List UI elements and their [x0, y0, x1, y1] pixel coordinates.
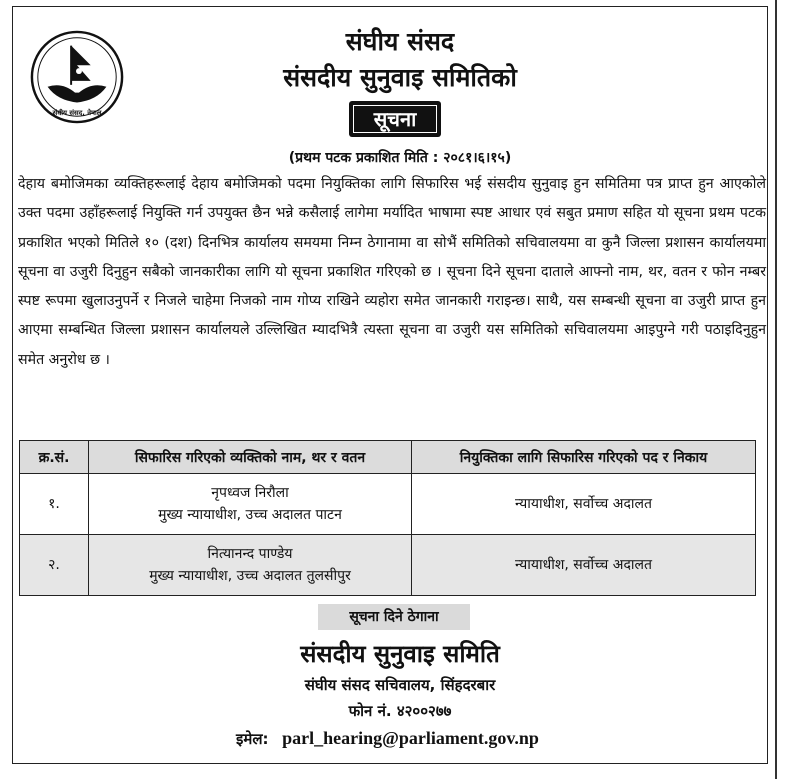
phone-number: फोन नं. ४२००२७७	[348, 702, 452, 720]
nominee-detail: मुख्य न्यायाधीश, उच्च अदालत तुलसीपुर	[149, 568, 351, 584]
nominee-detail: मुख्य न्यायाधीश, उच्च अदालत पाटन	[158, 507, 342, 523]
email-address[interactable]: parl_hearing@parliament.gov.np	[282, 728, 539, 748]
emblem-text: संघीय संसद, नेपाल	[52, 109, 102, 118]
nominee-name: नित्यानन्द पाण्डेय	[207, 546, 293, 562]
email-label: इमेल:	[236, 730, 269, 748]
header-name: सिफारिस गरिएको व्यक्तिको नाम, थर र वतन	[89, 441, 412, 474]
page-title: संघीय संसद	[345, 27, 455, 56]
header-serial: क्र.सं.	[20, 441, 89, 474]
table-row	[20, 535, 756, 596]
row-post: न्यायाधीश, सर्वोच्च अदालत	[412, 535, 756, 596]
header-post: नियुक्तिका लागि सिफारिस गरिएको पद र निकाय	[412, 441, 756, 474]
address-label: सूचना दिने ठेगाना	[318, 604, 470, 630]
table-header-row	[20, 441, 756, 474]
committee-name: संसदीय सुनुवाइ समिति	[300, 640, 500, 668]
table-row	[20, 474, 756, 535]
office-address: संघीय संसद सचिवालय, सिंहदरबार	[304, 676, 496, 694]
email-line	[236, 728, 539, 749]
row-serial: २.	[20, 535, 89, 596]
nominee-table	[19, 440, 756, 596]
notice-badge-label: सूचना	[353, 105, 437, 133]
row-nominee	[89, 535, 412, 596]
page-subtitle: संसदीय सुनुवाइ समितिको	[283, 63, 517, 92]
row-serial: १.	[20, 474, 89, 535]
publication-date: (प्रथम पटक प्रकाशित मिति : २०८१।६।१५)	[288, 150, 512, 166]
row-nominee	[89, 474, 412, 535]
row-post: न्यायाधीश, सर्वोच्च अदालत	[412, 474, 756, 535]
nominee-name: नृपध्वज निरौला	[211, 485, 289, 501]
notice-badge	[349, 101, 441, 137]
notice-body: देहाय बमोजिमका व्यक्तिहरूलाई देहाय बमोजिमको पदमा नियुक्तिका लागि सिफारिस भई संसदीय सुनुवाइ हुन समितिमा पत्र प्राप्त हुन आएकोले उक्त पदमा उहाँहरूलाई नियुक्ति गर्न उपयुक्त छैन भन्ने कसैलाई लागेमा मर्यादित भाषामा स्पष्ट आधार एवं सबुत प्रमाण सहित यो सूचना प्रथम पटक प्रकाशित भएको मितिले १० (दश) दिनभित्र कार्यालय समयमा निम्न ठेगानामा वा सोभैं समितिको सचिवालयमा वा कुनै जिल्ला प्रशासन कार्यालयमा सूचना वा उजुरी दिनुहुन सबैको जानकारीका लागि यो सूचना प्रकाशित गरिएको छ । सूचना दिने सूचना दाताले आफ्नो नाम, थर, वतन र फोन नम्बर स्पष्ट रूपमा खुलाउनुपर्ने र निजले चाहेमा निजको नाम गोप्य राखिने व्यहोरा समेत जानकारी गराइन्छ। साथै, यस सम्बन्धी सूचना वा उजुरी प्राप्त हुन आएमा सम्बन्धित जिल्ला प्रशासन कार्यालयले उल्लिखित म्यादभित्रै त्यस्ता सूचना वा उजुरी यस समितिको सचिवालयमा आइपुग्ने गरी पठाइदिनुहुन समेत अनुरोध छ ।	[18, 176, 766, 368]
